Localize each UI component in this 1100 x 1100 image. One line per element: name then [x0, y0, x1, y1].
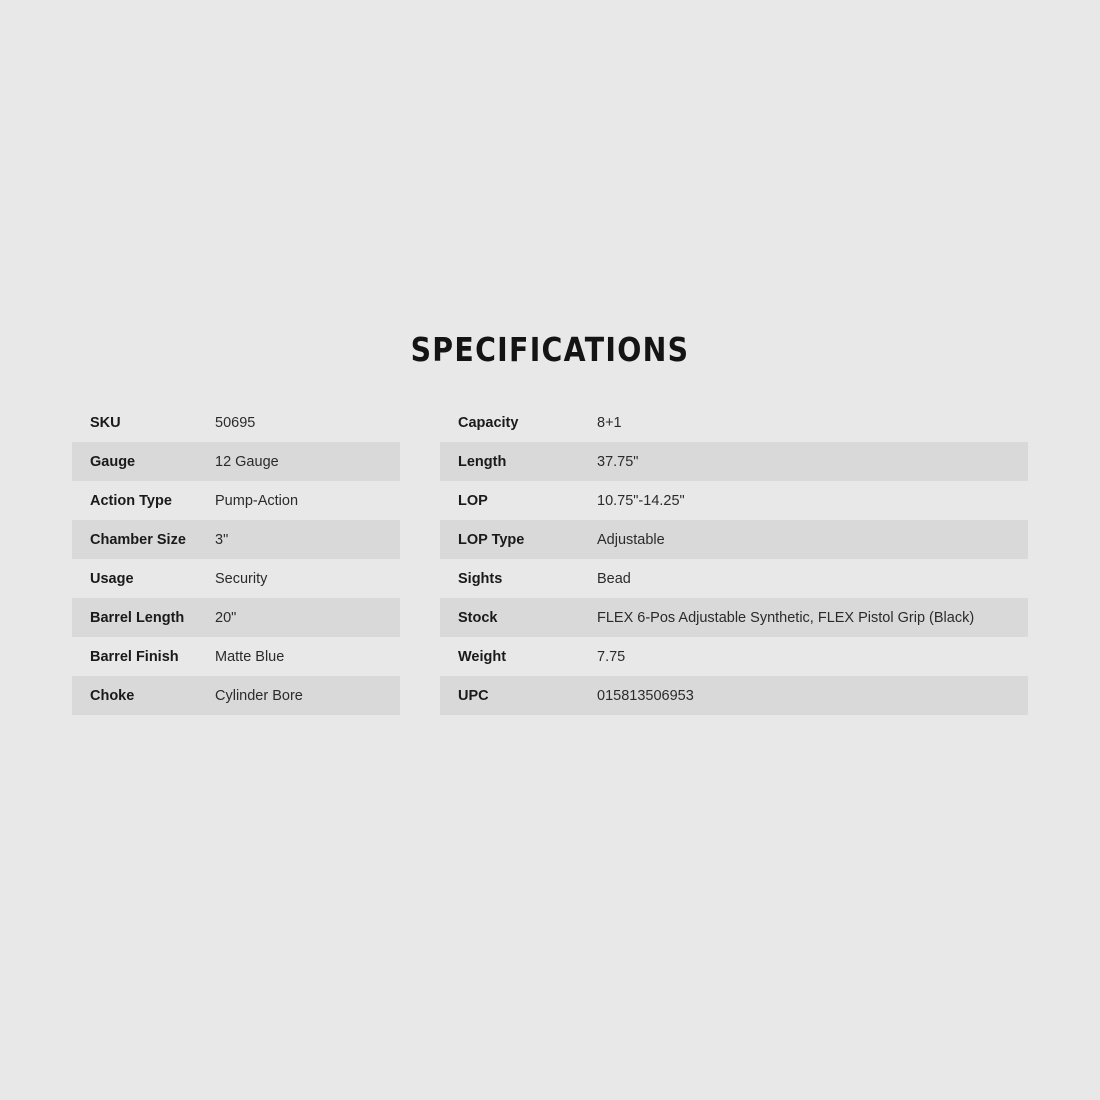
- spec-value: Bead: [597, 570, 631, 587]
- spec-value: FLEX 6-Pos Adjustable Synthetic, FLEX Pistol Grip (Black): [597, 609, 975, 626]
- table-row: [72, 598, 400, 637]
- spec-label: Usage: [90, 570, 134, 587]
- spec-value: Pump-Action: [215, 492, 299, 509]
- table-row: [440, 559, 1028, 598]
- spec-label: Stock: [458, 609, 498, 626]
- spec-value: 10.75"-14.25": [597, 492, 685, 509]
- table-row: [72, 403, 400, 442]
- spec-label: Gauge: [90, 453, 136, 470]
- table-row: [72, 442, 400, 481]
- spec-value: Cylinder Bore: [215, 687, 303, 704]
- table-row: [440, 676, 1028, 715]
- spec-label: Weight: [458, 648, 507, 665]
- spec-value: Adjustable: [597, 531, 665, 548]
- spec-label: LOP Type: [458, 531, 525, 548]
- spec-value: 37.75": [597, 453, 639, 470]
- spec-label: Sights: [458, 570, 503, 587]
- table-row: [72, 559, 400, 598]
- spec-label: Choke: [90, 687, 135, 704]
- spec-value: 8+1: [597, 414, 622, 431]
- spec-value: 12 Gauge: [215, 453, 279, 470]
- spec-value: 7.75: [597, 648, 626, 665]
- table-row: [440, 481, 1028, 520]
- table-row: [440, 598, 1028, 637]
- spec-label: SKU: [90, 414, 121, 431]
- spec-value: 50695: [215, 414, 256, 431]
- spec-label: LOP: [458, 492, 488, 509]
- spec-value: Security: [215, 570, 268, 587]
- spec-value: 015813506953: [597, 687, 694, 704]
- table-row: [440, 442, 1028, 481]
- table-row: [72, 481, 400, 520]
- spec-table-left: [72, 403, 400, 715]
- spec-label: Barrel Finish: [90, 648, 179, 665]
- table-row: [72, 637, 400, 676]
- spec-columns: [0, 403, 1100, 715]
- table-row: [440, 403, 1028, 442]
- table-row: [72, 520, 400, 559]
- spec-label: Action Type: [90, 492, 172, 509]
- spec-label: Chamber Size: [90, 531, 186, 548]
- spec-label: Barrel Length: [90, 609, 185, 626]
- spec-label: Capacity: [458, 414, 519, 431]
- specifications-section: [0, 330, 1100, 715]
- spec-table-right: [440, 403, 1028, 715]
- table-row: [440, 520, 1028, 559]
- page-title: SPECIFICATIONS: [410, 330, 690, 369]
- spec-value: 3": [215, 531, 229, 548]
- spec-label: UPC: [458, 687, 489, 704]
- table-row: [440, 637, 1028, 676]
- spec-value: 20": [215, 609, 237, 626]
- table-row: [72, 676, 400, 715]
- spec-label: Length: [458, 453, 507, 470]
- spec-value: Matte Blue: [215, 648, 285, 665]
